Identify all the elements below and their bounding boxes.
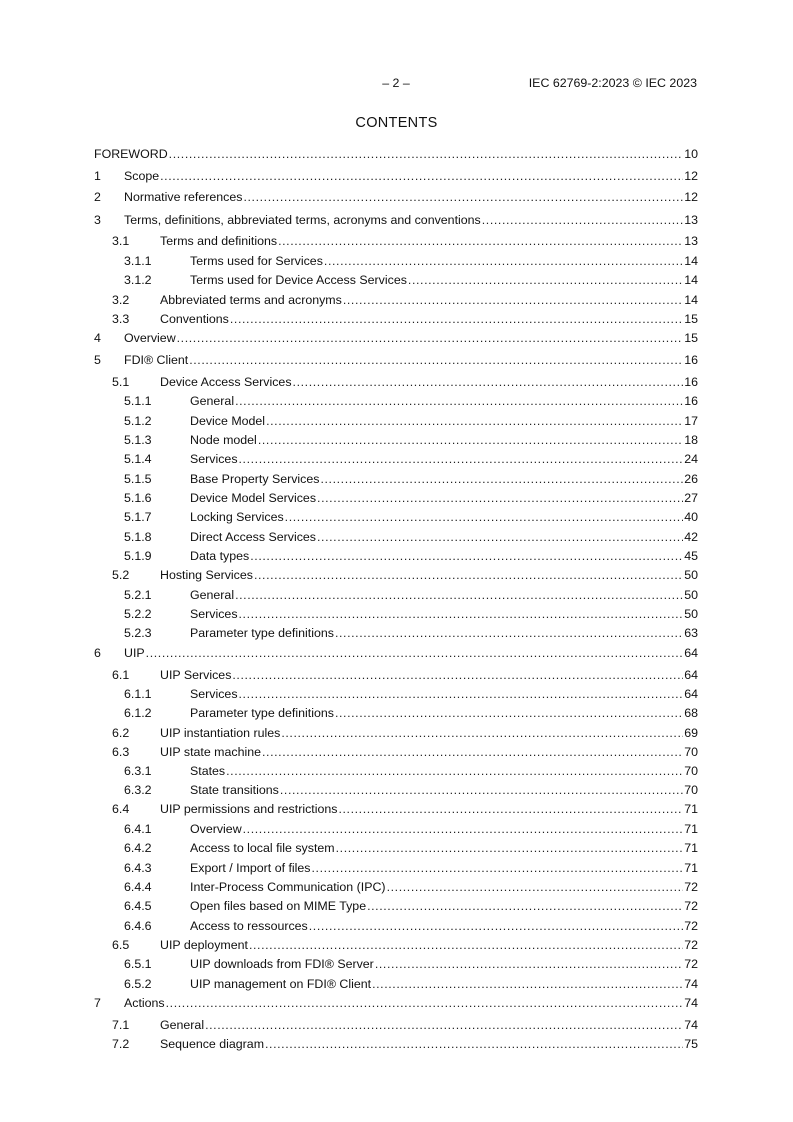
toc-dot-leader	[408, 272, 683, 288]
toc-entry-number: 6.1.2	[124, 706, 152, 720]
toc-entry-page: 71	[684, 822, 698, 836]
toc-entry-page: 40	[684, 510, 698, 524]
toc-entry-title: Access to local file system	[190, 841, 335, 855]
toc-entry-page: 27	[684, 491, 698, 505]
toc-entry-title: Parameter type definitions	[190, 706, 334, 720]
toc-dot-leader	[160, 168, 683, 184]
toc-entry-page: 70	[684, 783, 698, 797]
toc-entry[interactable]	[94, 330, 698, 346]
toc-entry[interactable]	[94, 374, 698, 390]
toc-entry-number: 5.1.3	[124, 433, 152, 447]
toc-dot-leader	[280, 782, 683, 798]
toc-entry[interactable]	[94, 471, 698, 487]
toc-dot-leader	[243, 821, 684, 837]
toc-entry-title: Hosting Services	[160, 568, 253, 582]
toc-entry[interactable]	[94, 625, 698, 641]
toc-entry-title: UIP deployment	[160, 938, 248, 952]
toc-entry[interactable]	[94, 393, 698, 409]
toc-entry-page: 14	[684, 293, 698, 307]
toc-entry[interactable]	[94, 995, 698, 1011]
toc-dot-leader	[278, 233, 683, 249]
toc-entry[interactable]	[94, 490, 698, 506]
toc-entry-number: 6.4.6	[124, 919, 152, 933]
toc-entry-number: 2	[94, 190, 101, 204]
toc-entry-number: 5.1.6	[124, 491, 152, 505]
toc-entry-title: Device Model Services	[190, 491, 317, 505]
toc-entry[interactable]	[94, 725, 698, 741]
toc-dot-leader	[336, 840, 684, 856]
toc-entry-page: 64	[684, 668, 698, 682]
toc-entry-title: Services	[190, 687, 238, 701]
toc-dot-leader	[226, 763, 683, 779]
toc-entry-title: Terms used for Device Access Services	[190, 273, 407, 287]
toc-entry-number: 5.1.2	[124, 414, 152, 428]
toc-entry-number: 3	[94, 213, 101, 227]
toc-dot-leader	[309, 918, 683, 934]
toc-entry-title: Abbreviated terms and acronyms	[160, 293, 342, 307]
toc-entry-number: 5.1	[112, 375, 130, 389]
toc-entry-page: 12	[684, 169, 698, 183]
toc-entry-number: 7.1	[112, 1018, 130, 1032]
toc-dot-leader	[177, 330, 684, 346]
toc-entry[interactable]	[94, 918, 698, 934]
toc-entry-title: Terms, definitions, abbreviated terms, acronyms and conventions	[124, 213, 481, 227]
toc-entry-number: 4	[94, 331, 101, 345]
toc-entry-number: 5	[94, 353, 101, 367]
toc-entry-page: 63	[684, 626, 698, 640]
toc-dot-leader	[482, 212, 683, 228]
toc-entry-page: 15	[684, 331, 698, 345]
toc-entry[interactable]	[94, 645, 698, 661]
toc-entry-number: 6.4.2	[124, 841, 152, 855]
toc-entry[interactable]	[94, 548, 698, 564]
toc-dot-leader	[367, 898, 683, 914]
standard-reference: IEC 62769-2:2023 © IEC 2023	[528, 76, 697, 90]
toc-entry-number: 6.3.2	[124, 783, 152, 797]
toc-dot-leader	[338, 801, 683, 817]
toc-entry[interactable]	[94, 1017, 698, 1033]
toc-entry[interactable]	[94, 509, 698, 525]
toc-dot-leader	[258, 432, 683, 448]
contents-title: CONTENTS	[355, 115, 438, 131]
toc-entry-number: 3.1.2	[124, 273, 152, 287]
toc-entry-title: UIP management on FDI® Client	[190, 977, 372, 991]
toc-entry-title: Locking Services	[190, 510, 284, 524]
toc-entry-title: State transitions	[190, 783, 279, 797]
toc-entry-title: Node model	[190, 433, 257, 447]
toc-entry[interactable]	[94, 1036, 698, 1052]
toc-dot-leader	[387, 879, 684, 895]
toc-entry[interactable]	[94, 292, 698, 308]
toc-entry-title: Services	[190, 607, 238, 621]
toc-entry-number: 5.1.1	[124, 394, 152, 408]
toc-entry-page: 72	[684, 899, 698, 913]
toc-entry-page: 14	[684, 273, 698, 287]
toc-dot-leader	[317, 490, 683, 506]
toc-entry-page: 16	[684, 394, 698, 408]
toc-entry-title: Device Access Services	[160, 375, 292, 389]
toc-entry-number: 6.5.1	[124, 957, 152, 971]
toc-entry-page: 70	[684, 745, 698, 759]
toc-dot-leader	[239, 451, 684, 467]
toc-entry-page: 64	[684, 646, 698, 660]
toc-entry-title: Services	[190, 452, 238, 466]
toc-dot-leader	[343, 292, 683, 308]
toc-entry-number: 5.2.1	[124, 588, 152, 602]
toc-entry-number: 5.2.2	[124, 607, 152, 621]
toc-entry[interactable]	[94, 352, 698, 368]
toc-entry-number: 3.2	[112, 293, 130, 307]
toc-entry-page: 74	[684, 996, 698, 1010]
toc-entry-page: 26	[684, 472, 698, 486]
toc-entry-title: Base Property Services	[190, 472, 320, 486]
toc-entry-number: 5.1.9	[124, 549, 152, 563]
toc-entry-page: 72	[684, 938, 698, 952]
toc-entry-number: 6.2	[112, 726, 130, 740]
toc-entry-page: 71	[684, 841, 698, 855]
toc-entry-title: Actions	[124, 996, 165, 1010]
toc-entry-title: FOREWORD	[94, 147, 168, 161]
toc-entry-page: 50	[684, 588, 698, 602]
toc-entry-page: 45	[684, 549, 698, 563]
toc-entry[interactable]	[94, 233, 698, 249]
toc-entry-title: UIP state machine	[160, 745, 262, 759]
toc-entry-page: 17	[684, 414, 698, 428]
toc-entry-title: UIP permissions and restrictions	[160, 802, 338, 816]
toc-entry[interactable]	[94, 782, 698, 798]
page-number: – 2 –	[382, 76, 410, 90]
toc-dot-leader	[232, 667, 683, 683]
toc-entry-page: 16	[684, 353, 698, 367]
toc-entry-page: 75	[684, 1037, 698, 1051]
toc-entry-title: General	[160, 1018, 205, 1032]
toc-entry-page: 42	[684, 530, 698, 544]
toc-entry-page: 50	[684, 607, 698, 621]
toc-entry[interactable]	[94, 956, 698, 972]
toc-entry[interactable]	[94, 898, 698, 914]
toc-dot-leader	[312, 860, 684, 876]
toc-dot-leader	[239, 686, 684, 702]
toc-entry-number: 1	[94, 169, 101, 183]
toc-entry[interactable]	[94, 146, 698, 162]
toc-dot-leader	[169, 146, 684, 162]
toc-entry-page: 64	[684, 687, 698, 701]
toc-entry[interactable]	[94, 821, 698, 837]
toc-entry-page: 68	[684, 706, 698, 720]
toc-dot-leader	[262, 744, 683, 760]
toc-entry-title: Overview	[190, 822, 242, 836]
toc-entry-number: 5.1.8	[124, 530, 152, 544]
toc-entry[interactable]	[94, 587, 698, 603]
toc-dot-leader	[285, 509, 684, 525]
toc-entry-number: 3.1.1	[124, 254, 152, 268]
toc-dot-leader	[324, 253, 683, 269]
toc-entry-page: 71	[684, 802, 698, 816]
toc-entry[interactable]	[94, 189, 698, 205]
toc-entry-title: Parameter type definitions	[190, 626, 334, 640]
toc-dot-leader	[281, 725, 683, 741]
toc-entry[interactable]	[94, 253, 698, 269]
toc-entry-number: 6.5.2	[124, 977, 152, 991]
toc-entry[interactable]	[94, 667, 698, 683]
toc-entry-title: FDI® Client	[124, 353, 189, 367]
toc-entry-number: 6.3	[112, 745, 130, 759]
toc-entry-page: 12	[684, 190, 698, 204]
toc-entry[interactable]	[94, 763, 698, 779]
toc-entry[interactable]	[94, 529, 698, 545]
toc-entry[interactable]	[94, 212, 698, 228]
toc-entry-page: 72	[684, 919, 698, 933]
toc-entry-number: 5.2.3	[124, 626, 152, 640]
toc-entry-title: General	[190, 588, 235, 602]
toc-entry[interactable]	[94, 686, 698, 702]
toc-entry-number: 6.1.1	[124, 687, 152, 701]
toc-entry-page: 10	[684, 147, 698, 161]
toc-entry-number: 6.4.5	[124, 899, 152, 913]
toc-dot-leader	[235, 587, 683, 603]
toc-entry[interactable]	[94, 801, 698, 817]
toc-entry-page: 13	[684, 213, 698, 227]
toc-entry-page: 13	[684, 234, 698, 248]
toc-entry-page: 69	[684, 726, 698, 740]
toc-entry-number: 6.1	[112, 668, 130, 682]
toc-entry[interactable]	[94, 451, 698, 467]
toc-entry-number: 3.3	[112, 312, 130, 326]
toc-dot-leader	[230, 311, 683, 327]
toc-dot-leader	[372, 976, 683, 992]
toc-entry-title: General	[190, 394, 235, 408]
toc-entry-page: 14	[684, 254, 698, 268]
toc-entry-page: 50	[684, 568, 698, 582]
toc-entry-number: 6	[94, 646, 101, 660]
toc-dot-leader	[320, 471, 683, 487]
toc-entry-page: 72	[684, 880, 698, 894]
toc-entry-number: 5.1.4	[124, 452, 152, 466]
toc-dot-leader	[250, 548, 683, 564]
toc-entry[interactable]	[94, 744, 698, 760]
toc-entry-title: States	[190, 764, 226, 778]
toc-dot-leader	[335, 705, 683, 721]
toc-entry-page: 74	[684, 1018, 698, 1032]
toc-dot-leader	[335, 625, 683, 641]
toc-entry[interactable]	[94, 937, 698, 953]
toc-entry-page: 70	[684, 764, 698, 778]
toc-entry-title: Scope	[124, 169, 160, 183]
toc-entry-title: UIP downloads from FDI® Server	[190, 957, 374, 971]
toc-entry[interactable]	[94, 311, 698, 327]
toc-dot-leader	[205, 1017, 683, 1033]
toc-entry-title: UIP instantiation rules	[160, 726, 281, 740]
toc-dot-leader	[293, 374, 684, 390]
toc-entry[interactable]	[94, 606, 698, 622]
toc-entry[interactable]	[94, 976, 698, 992]
toc-entry-number: 6.4.3	[124, 861, 152, 875]
toc-dot-leader	[235, 393, 683, 409]
toc-entry-title: Overview	[124, 331, 176, 345]
toc-dot-leader	[254, 567, 683, 583]
toc-dot-leader	[243, 189, 683, 205]
toc-entry-title: Export / Import of files	[190, 861, 311, 875]
toc-dot-leader	[265, 1036, 683, 1052]
toc-entry-title: Direct Access Services	[190, 530, 317, 544]
toc-entry-title: Access to ressources	[190, 919, 308, 933]
toc-entry-number: 5.1.5	[124, 472, 152, 486]
toc-entry-title: Data types	[190, 549, 250, 563]
toc-dot-leader	[317, 529, 683, 545]
toc-entry-title: Normative references	[124, 190, 243, 204]
toc-entry[interactable]	[94, 413, 698, 429]
toc-entry-page: 24	[684, 452, 698, 466]
toc-dot-leader	[239, 606, 684, 622]
toc-entry-page: 74	[684, 977, 698, 991]
toc-entry-title: Inter-Process Communication (IPC)	[190, 880, 386, 894]
toc-entry-number: 6.5	[112, 938, 130, 952]
toc-entry-number: 3.1	[112, 234, 130, 248]
toc-entry-title: Sequence diagram	[160, 1037, 265, 1051]
toc-entry-page: 16	[684, 375, 698, 389]
toc-entry-number: 6.4.1	[124, 822, 152, 836]
toc-entry-title: Terms used for Services	[190, 254, 323, 268]
toc-entry-title: Terms and definitions	[160, 234, 278, 248]
toc-entry-title: Open files based on MIME Type	[190, 899, 367, 913]
toc-dot-leader	[189, 352, 683, 368]
toc-entry[interactable]	[94, 432, 698, 448]
toc-entry-number: 6.4	[112, 802, 130, 816]
toc-entry[interactable]	[94, 860, 698, 876]
toc-entry-number: 5.2	[112, 568, 130, 582]
toc-entry[interactable]	[94, 567, 698, 583]
toc-entry-title: UIP Services	[160, 668, 232, 682]
toc-entry-number: 7.2	[112, 1037, 130, 1051]
toc-dot-leader	[146, 645, 684, 661]
toc-entry-number: 5.1.7	[124, 510, 152, 524]
toc-dot-leader	[249, 937, 683, 953]
toc-entry-number: 7	[94, 996, 101, 1010]
toc-dot-leader	[166, 995, 684, 1011]
toc-entry-title: Device Model	[190, 414, 266, 428]
toc-entry-number: 6.4.4	[124, 880, 152, 894]
toc-entry-page: 18	[684, 433, 698, 447]
toc-entry-number: 6.3.1	[124, 764, 152, 778]
toc-entry[interactable]	[94, 272, 698, 288]
toc-entry-title: Conventions	[160, 312, 229, 326]
toc-entry-page: 71	[684, 861, 698, 875]
toc-entry-title: UIP	[124, 646, 145, 660]
toc-entry-page: 15	[684, 312, 698, 326]
toc-entry[interactable]	[94, 168, 698, 184]
toc-dot-leader	[375, 956, 683, 972]
toc-entry-page: 72	[684, 957, 698, 971]
toc-dot-leader	[266, 413, 683, 429]
toc-entry[interactable]	[94, 705, 698, 721]
toc-entry[interactable]	[94, 840, 698, 856]
toc-entry[interactable]	[94, 879, 698, 895]
